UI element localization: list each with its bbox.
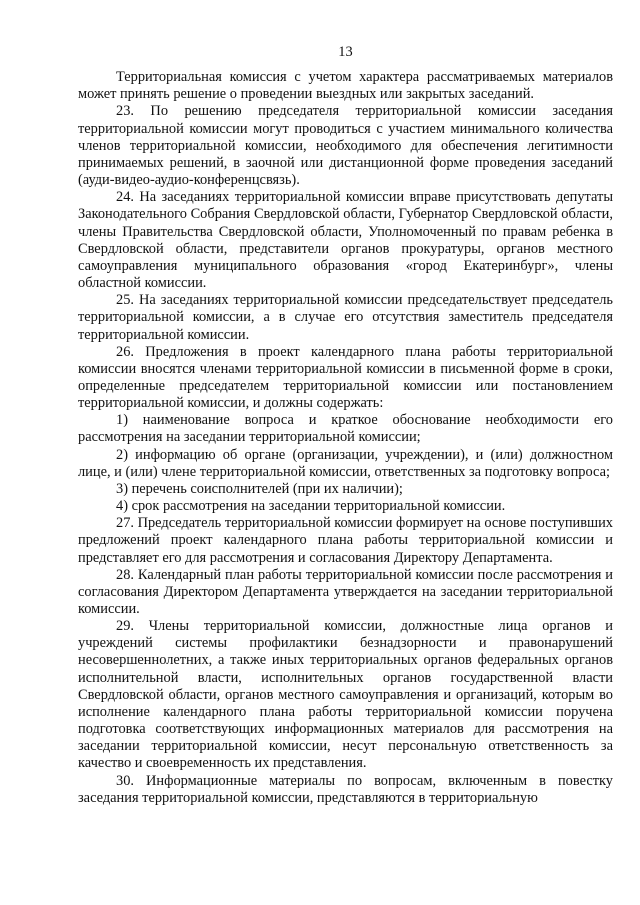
paragraph-26: 26. Предложения в проект календарного плана работы территориальной комиссии вносятся членами территориальной комиссии в письменной форме в сроки, определенные председателем территориальной комиссии или постановлением территориальной комиссии, и должны содержать: (78, 343, 613, 412)
document-page (78, 44, 613, 807)
paragraph-intro: Территориальная комиссия с учетом характера рассматриваемых материалов может принять решение о проведении выездных или закрытых заседаний. (78, 69, 613, 103)
list-item-3: 3) перечень соисполнителей (при их наличии); (116, 480, 403, 497)
list-item-2: 2) информацию об органе (организации, учреждении), и (или) должностном лице, и (или) члене территориальной комиссии, ответственных за подготовку вопроса; (78, 446, 613, 480)
paragraph-28: 28. Календарный план работы территориальной комиссии после рассмотрения и согласования Директором Департамента утверждается на заседании территориальной комиссии. (78, 566, 613, 617)
paragraph-23: 23. По решению председателя территориальной комиссии заседания территориальной комиссии могут проводиться с участием минимального количества членов территориальной комиссии, необходимого для обеспечения легитимности принимаемых решений, в заочной или дистанционной форме проведения заседаний (ауди-видео-аудио-конференцсвязь). (78, 103, 613, 189)
paragraph-29: 29. Члены территориальной комиссии, должностные лица органов и учреждений системы профилактики безнадзорности и правонарушений несовершеннолетних, а также иных территориальных органов федеральных органов исполнительной власти, исполнительных органов государственной власти Свердловской области, органов местного самоуправления и организаций, которым во исполнение календарного плана работы территориальной комиссии поручена подготовка соответствующих информационных материалов для рассмотрения на заседании территориальной комиссии, несут персональную ответственность за качество и своевременность их представления. (78, 618, 613, 772)
paragraph-24: 24. На заседаниях территориальной комиссии вправе присутствовать депутаты Законодательного Собрания Свердловской области, Губернатор Свердловской области, члены Правительства Свердловской области, Уполномоченный по правам ребенка в Свердловской области, представители органов прокуратуры, органов местного самоуправления муниципального образования «город Екатеринбург», члены областной комиссии. (78, 189, 613, 292)
paragraph-25: 25. На заседаниях территориальной комиссии председательствует председатель территориальной комиссии, а в случае его отсутствия заместитель председателя территориальной комиссии. (78, 292, 613, 343)
list-item-4: 4) срок рассмотрения на заседании территориальной комиссии. (116, 498, 506, 515)
list-item-1: 1) наименование вопроса и краткое обоснование необходимости его рассмотрения на заседании территориальной комиссии; (78, 412, 613, 446)
paragraph-27: 27. Председатель территориальной комиссии формирует на основе поступивших предложений проект календарного плана работы территориальной комиссии и представляет его для рассмотрения и согласования Директору Департамента. (78, 515, 613, 566)
paragraph-30: 30. Информационные материалы по вопросам, включенным в повестку заседания территориальной комиссии, представляются в территориальную (78, 772, 613, 806)
page-number: 13 (338, 44, 353, 60)
